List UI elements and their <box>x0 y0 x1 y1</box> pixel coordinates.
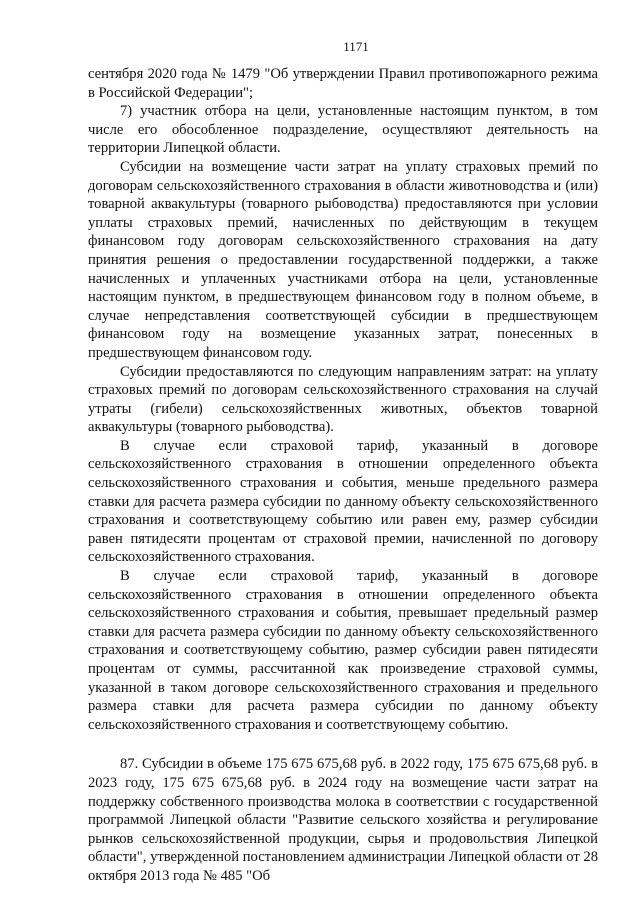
paragraph-4: Субсидии предоставляются по следующим направлениям затрат: на уплату страховых премий по договорам сельскохозяйственного страхования на случай утраты (гибели) сельскохозяйственных животных, объектов товарной аквакультуры (товарного рыбоводства). <box>88 363 598 436</box>
document-body <box>88 65 598 886</box>
paragraph-1: сентября 2020 года № 1479 "Об утверждении Правил противопожарного режима в Российской Федерации"; <box>88 66 598 101</box>
paragraph-5: В случае если страховой тариф, указанный в договоре сельскохозяйственного страхования в отношении определенного объекта сельскохозяйственного страхования и события, меньше предельного размера ставки для расчета размера субсидии по данному объекту сельскохозяйственного страхования и соответствующему событию или равен ему, размер субсидии равен пятидесяти процентам от страховой премии, начисленной по договору сельскохозяйственного страхования. <box>88 437 598 566</box>
paragraph-gap <box>88 734 598 755</box>
paragraph-3: Субсидии на возмещение части затрат на уплату страховых премий по договорам сельскохозяйственного страхования в области животноводства и (или) товарной аквакультуры (товарного рыбоводства) предоставляются при условии уплаты страховых премий, начисленных по действующим в текущем финансовом году договорам сельскохозяйственного страхования на дату принятия решения о предоставлении государственной поддержки, а также начисленных и уплаченных участниками отбора на цели, установленные настоящим пунктом, в предшествующем финансовом году в полном объеме, в случае непредставления соответствующей субсидии в предшествующем финансовом году на возмещение указанных затрат, понесенных в предшествующем финансовом году. <box>88 158 598 361</box>
paragraph-2: 7) участник отбора на цели, установленные настоящим пунктом, в том числе его обособленное подразделение, осуществляют деятельность на территории Липецкой области. <box>88 103 598 157</box>
paragraph-6: В случае если страховой тариф, указанный в договоре сельскохозяйственного страхования в отношении определенного объекта сельскохозяйственного страхования и события, превышает предельный размер ставки для расчета размера субсидии по данному объекту сельскохозяйственного страхования и соответствующему событию, размер субсидии равен пятидесяти процентам от суммы, рассчитанной как произведение страховой суммы, указанной в таком договоре сельскохозяйственного страхования и предельного размера ставки для расчета размера субсидии по данному объекту сельскохозяйственного страхования и соответствующему событию. <box>88 568 598 733</box>
paragraph-7: 87. Субсидии в объеме 175 675 675,68 руб. в 2022 году, 175 675 675,68 руб. в 2023 году, 175 675 675,68 руб. в 2024 году на возмещение части затрат на поддержку собственного производства молока в соответствии с государственной программой Липецкой области "Развитие сельского хозяйства и регулирование рынков сельскохозяйственной продукции, сырья и продовольствия Липецкой области", утвержденной постановлением администрации Липецкой области от 28 октября 2013 года № 485 "Об <box>88 756 598 884</box>
page-number: 1171 <box>343 39 369 54</box>
